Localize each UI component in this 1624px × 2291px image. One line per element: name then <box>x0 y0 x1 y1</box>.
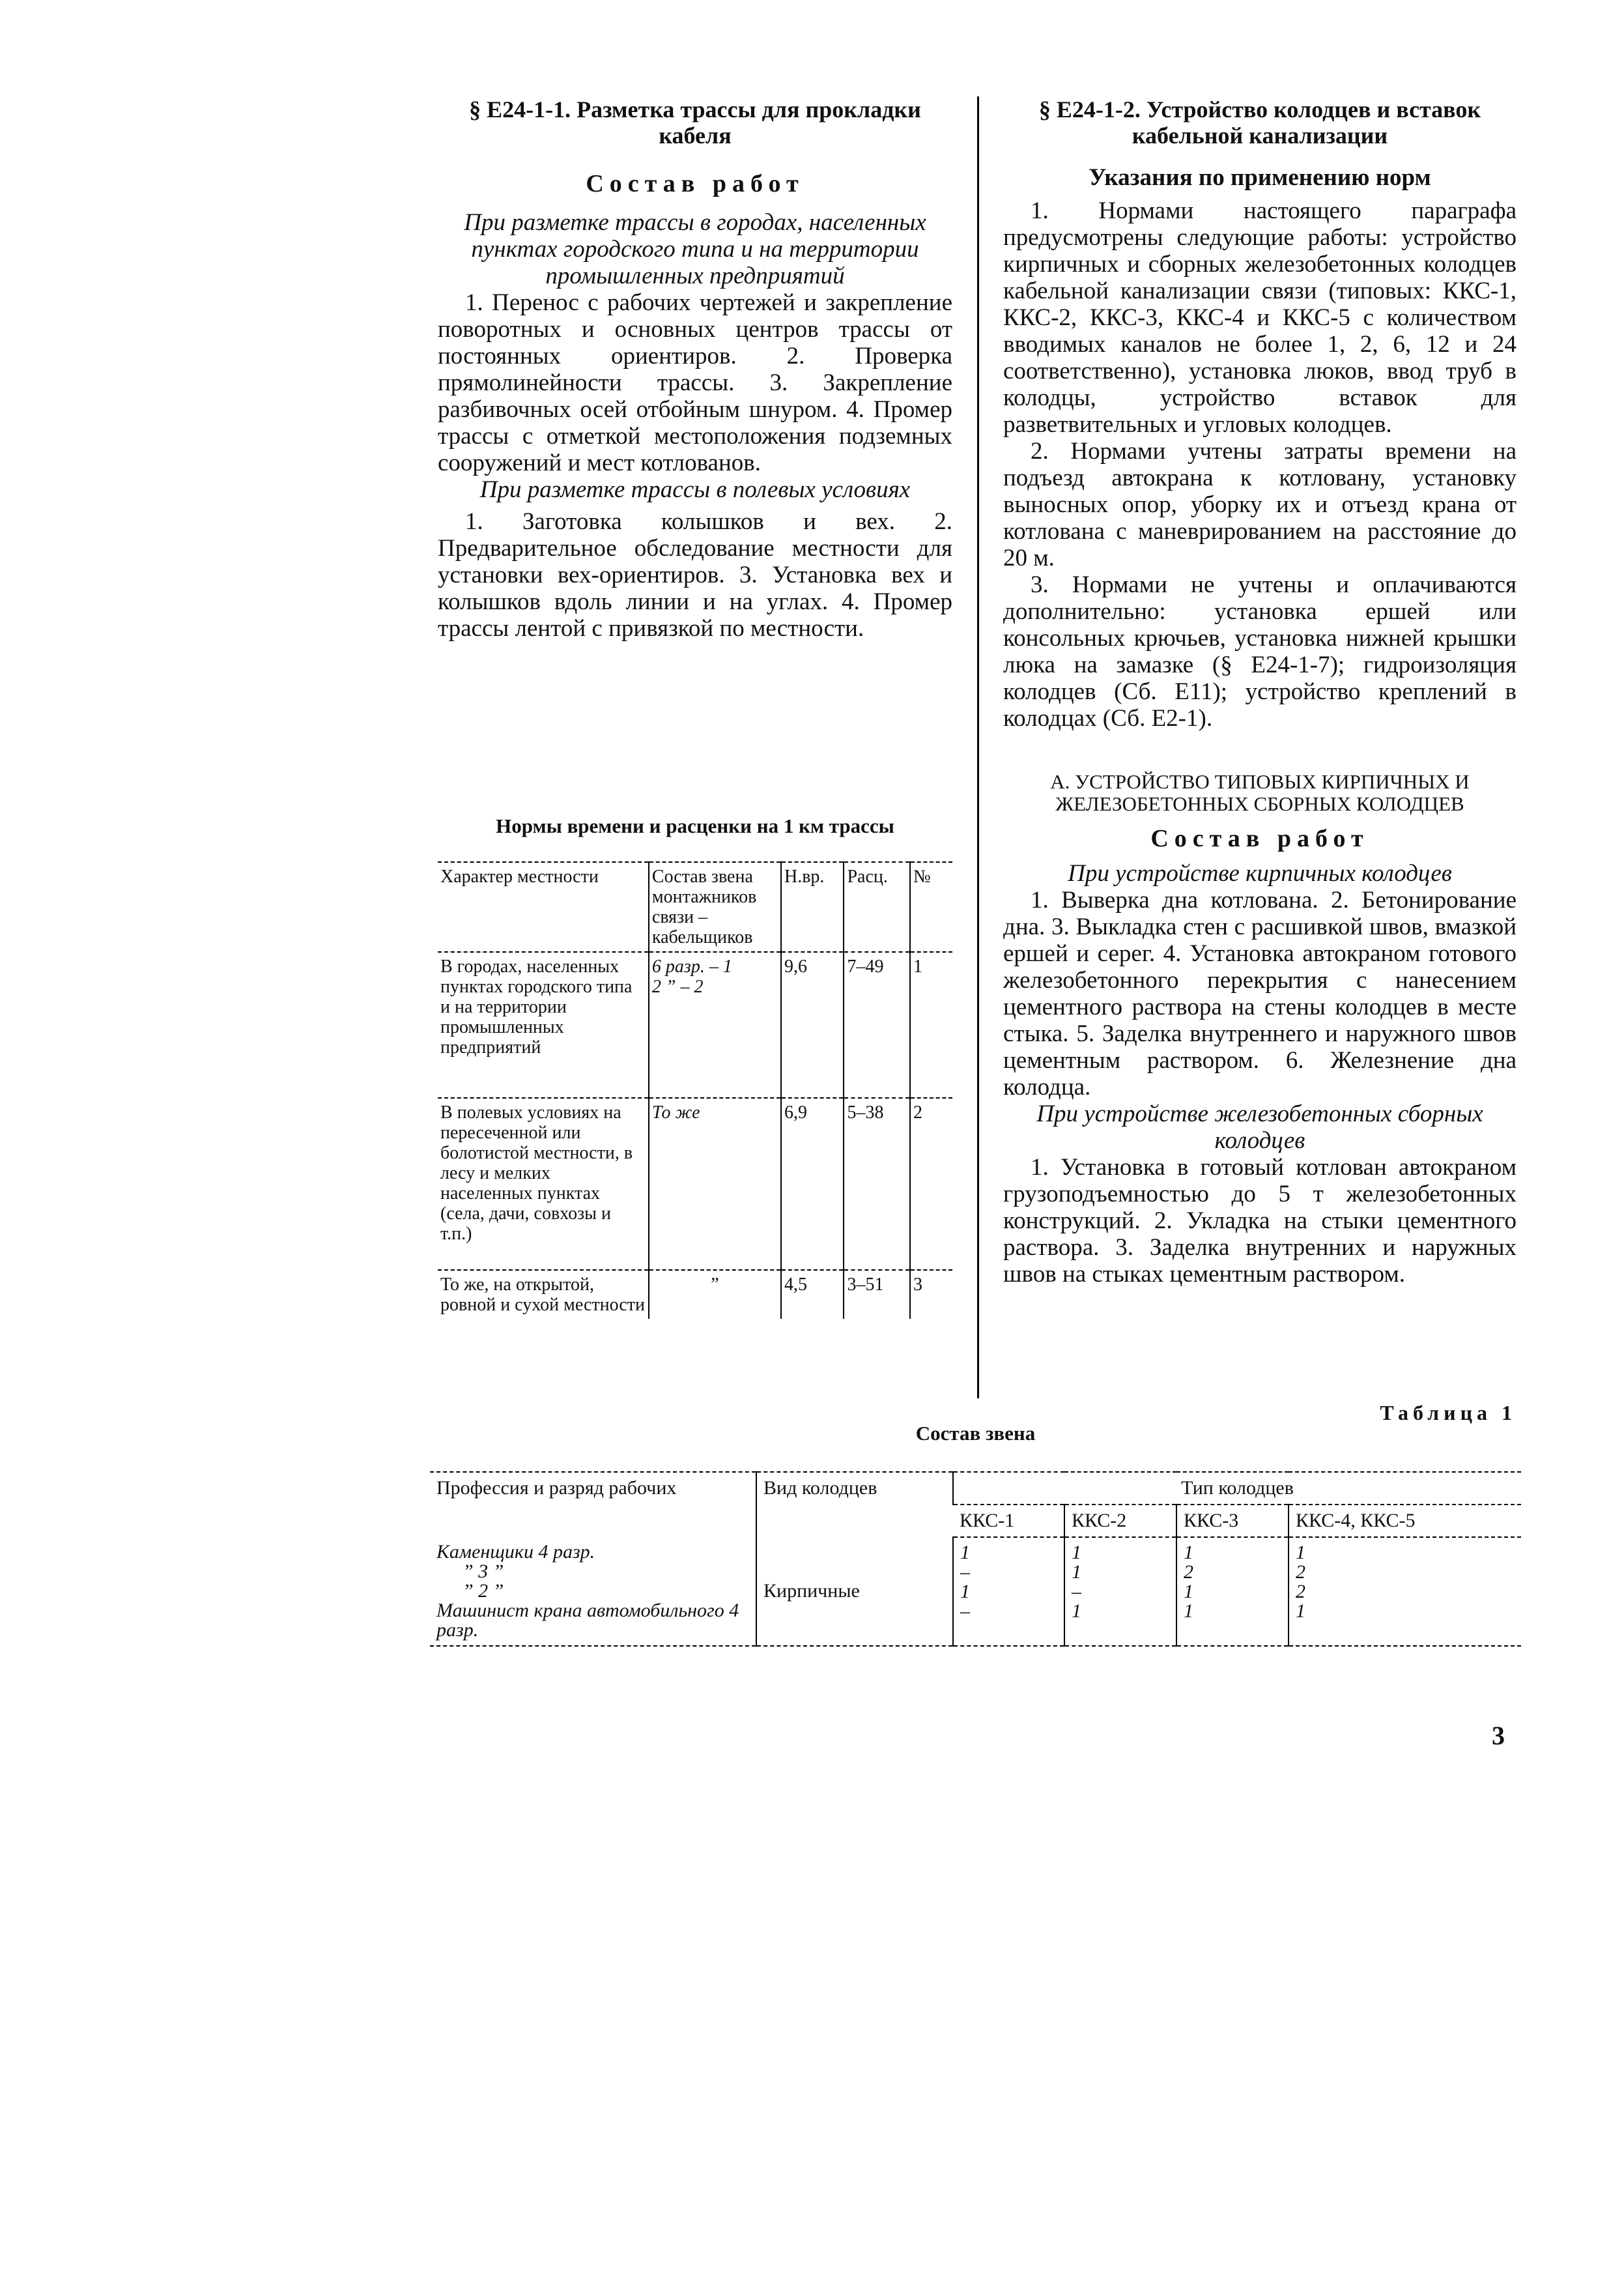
table-row <box>430 1537 1521 1646</box>
crew-cell: То же <box>649 1098 781 1270</box>
norms-table <box>438 861 952 1319</box>
count: 1 <box>960 1542 970 1563</box>
paragraph-city: 1. Перенос с рабочих чертежей и закрепление поворотных и основных центров трассы от постоянных ориентиров. 2. Проверка прямолинейности трассы. 3. Закрепление разбивочных осей отбойным шнуром. 4. Промер трассы с отметкой местоположения подземных сооружений и мест котлованов. <box>438 289 952 476</box>
count: 1 <box>1072 1561 1081 1583</box>
time-cell: 9,6 <box>781 952 844 1098</box>
count: – <box>1072 1581 1081 1602</box>
rate-cell: 3–51 <box>844 1270 910 1319</box>
terrain-cell: То же, на открытой, ровной и сухой местности <box>440 1275 645 1315</box>
subheading-city: При разметке трассы в городах, населенных пунктах городского типа и на территории промышленных предприятий <box>464 209 926 289</box>
count: 1 <box>960 1581 970 1602</box>
header-rate: Расц. <box>844 862 910 952</box>
norms-table-header <box>438 862 952 952</box>
header-kks-3: ККС-3 <box>1176 1505 1289 1537</box>
header-number: № <box>910 862 952 952</box>
time-cell: 6,9 <box>781 1098 844 1270</box>
kks-3-cell <box>1176 1537 1289 1646</box>
profession-line: Машинист крана автомобильного 4 разр. <box>436 1600 739 1641</box>
count: 2 <box>1296 1581 1305 1602</box>
table-row <box>438 952 952 1098</box>
norms-table-title: Нормы времени и расценки на 1 км трассы <box>496 814 894 837</box>
subheading-concrete: При устройстве железобетонных сборных колодцев <box>1036 1101 1483 1154</box>
terrain-cell: В городах, населенных пунктах городского типа и на территории промышленных предприятий <box>438 952 649 1098</box>
kks-4-5-cell <box>1289 1537 1521 1646</box>
crew-table <box>430 1471 1521 1647</box>
rate-cell: 7–49 <box>844 952 910 1098</box>
well-type-cell <box>756 1537 953 1646</box>
time-cell: 4,5 <box>781 1270 844 1319</box>
right-column <box>1003 96 1517 1288</box>
count: 1 <box>1296 1600 1305 1622</box>
well-type-value: Кирпичные <box>763 1580 860 1602</box>
paragraph-concrete: 1. Установка в готовый котлован автокраном грузоподъемностью до 5 т железобетонных конструкций. 2. Укладка на стыки цементного раствора. 3. Заделка внутренних и наружных швов на стыках цементным раствором. <box>1003 1154 1517 1288</box>
profession-line: ” 2 ” <box>463 1580 504 1602</box>
count: 1 <box>1184 1600 1193 1622</box>
subheading-brick: При устройстве кирпичных колодцев <box>1068 860 1452 887</box>
header-terrain: Характер местности <box>438 862 649 952</box>
part-a-heading: А. УСТРОЙСТВО ТИПОВЫХ КИРПИЧНЫХ И ЖЕЛЕЗОБЕТОННЫХ СБОРНЫХ КОЛОДЦЕВ <box>1050 770 1470 815</box>
crew-cell: ” <box>649 1270 781 1319</box>
section-title-e24-1-1: § Е24-1-1. Разметка трассы для прокладки кабеля <box>469 96 921 149</box>
count: 2 <box>1296 1561 1305 1583</box>
header-crew: Состав звена монтажников связи – кабельщиков <box>649 862 781 952</box>
count: 2 <box>1184 1561 1193 1583</box>
number-cell: 3 <box>910 1270 952 1319</box>
crew-table-title: Состав звена <box>915 1422 1036 1445</box>
terrain-cell: В полевых условиях на пересеченной или болотистой местности, в лесу и мелких населенных пунктах (села, дачи, совхозы и т.п.) <box>438 1098 649 1270</box>
crew-table-header <box>430 1472 1521 1505</box>
paragraph-field: 1. Заготовка колышков и вех. 2. Предварительное обследование местности для установки вех-ориентиров. 3. Установка вех и колышков вдоль линии и на углах. 4. Промер трассы лентой с привязкой по местности. <box>438 508 952 642</box>
profession-cell <box>430 1537 756 1646</box>
instructions-heading: Указания по применению норм <box>1089 164 1431 191</box>
profession-line: Каменщики 4 разр. <box>436 1541 595 1563</box>
table-row <box>438 1270 952 1319</box>
count: 1 <box>1184 1581 1193 1602</box>
crew-cell: 6 разр. – 1 2 ” – 2 <box>649 952 781 1098</box>
profession-line: ” 3 ” <box>463 1561 504 1582</box>
count: 1 <box>1072 1542 1081 1563</box>
count: – <box>960 1600 970 1622</box>
header-type-group: Тип колодцев <box>953 1472 1521 1505</box>
column-divider <box>977 96 979 1398</box>
instructions-para-3: 3. Нормами не учтены и оплачиваются дополнительно: установка ершей или консольных крючьев, установка нижней крышки люка на замазке (§ Е24-1-7); гидроизоляция колодцев (Сб. Е11); устройство креплений в колодцах (Сб. Е2-1). <box>1003 571 1517 732</box>
table-row <box>438 1098 952 1270</box>
header-profession: Профессия и разряд рабочих <box>430 1472 756 1537</box>
count: 1 <box>1072 1600 1081 1622</box>
number-cell: 1 <box>910 952 952 1098</box>
paragraph-brick: 1. Выверка дна котлована. 2. Бетонирование дна. 3. Выкладка стен с расшивкой швов, вмазкой ершей и серег. 4. Установка автокраном готового железобетонного перекрытия с нанесением цементного раствора на стены колодцев в месте стыка. 5. Заделка внутреннего и наружного швов цементным раствором. 6. Железнение дна колодца. <box>1003 887 1517 1101</box>
header-kks-4-5: ККС-4, ККС-5 <box>1289 1505 1521 1537</box>
composition-heading: Состав работ <box>1150 825 1369 852</box>
rate-cell: 5–38 <box>844 1098 910 1270</box>
instructions-para-1: 1. Нормами настоящего параграфа предусмотрены следующие работы: устройство кирпичных и сборных железобетонных колодцев кабельной канализации связи (типовых: ККС-1, ККС-2, ККС-3, ККС-4 и ККС-5 с количеством вводимых каналов не более 1, 2, 6, 12 и 24 соответственно), установка люков, ввод труб в колодцы, устройство вставок для разветвительных и угловых колодцев. <box>1003 197 1517 438</box>
kks-1-cell <box>953 1537 1064 1646</box>
composition-heading: Состав работ <box>586 170 805 197</box>
table-1-label: Таблица 1 <box>1380 1401 1517 1424</box>
count: – <box>960 1561 970 1583</box>
section-title-e24-1-2: § Е24-1-2. Устройство колодцев и вставок кабельной канализации <box>1038 96 1481 149</box>
left-column <box>438 96 952 642</box>
header-well-type: Вид колодцев <box>756 1472 953 1537</box>
subheading-field: При разметке трассы в полевых условиях <box>479 476 911 503</box>
kks-2-cell <box>1064 1537 1176 1646</box>
header-time: Н.вр. <box>781 862 844 952</box>
count: 1 <box>1184 1542 1193 1563</box>
header-kks-1: ККС-1 <box>953 1505 1064 1537</box>
page-number: 3 <box>1492 1721 1505 1750</box>
count: 1 <box>1296 1542 1305 1563</box>
instructions-para-2: 2. Нормами учтены затраты времени на подъезд автокрана к котловану, установку выносных опор, уборку их и отъезд крана от котлована с маневрированием на расстояние до 20 м. <box>1003 438 1517 571</box>
header-kks-2: ККС-2 <box>1064 1505 1176 1537</box>
number-cell: 2 <box>910 1098 952 1270</box>
